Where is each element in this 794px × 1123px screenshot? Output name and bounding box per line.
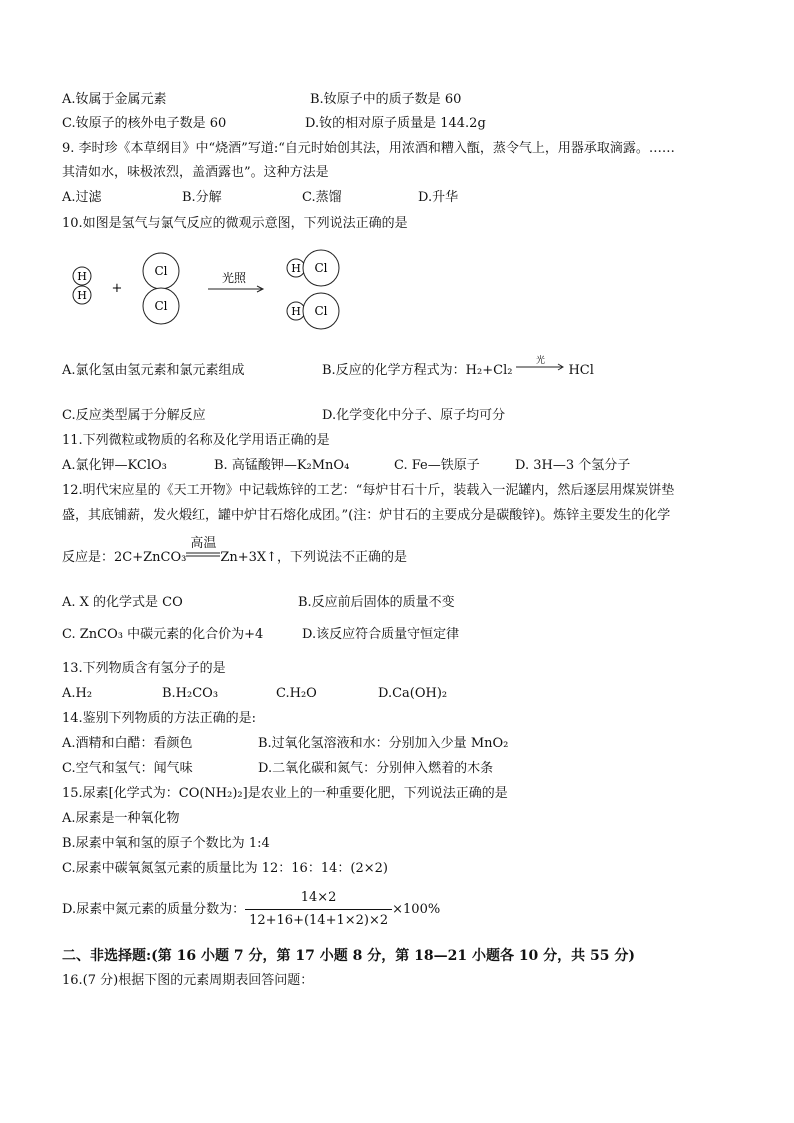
hcl-molecule — [287, 293, 339, 329]
q11-option-a: A.氯化钾—KClO₃ — [62, 458, 167, 473]
q13-option-c: C.H₂O — [276, 686, 317, 701]
q9-stem-line1: 9. 李时珍《本草纲目》中“烧酒”写道:“自元时始创其法，用浓酒和糟入甑，蒸令气上，用器承取滴露。…… — [62, 141, 675, 156]
q10-option-b-equation-right: HCl — [568, 363, 594, 378]
q12-option-c: C. ZnCO₃ 中碳元素的化合价为+4 — [62, 627, 264, 642]
q10-option-b-equation-left: B.反应的化学方程式为：H₂+Cl₂ — [322, 363, 513, 378]
equation-condition: 高温 — [190, 536, 217, 551]
q13-option-b: B.H₂CO₃ — [162, 686, 219, 701]
h-atom-label: H — [77, 270, 87, 283]
q11-option-d: D. 3H—3 个氢分子 — [515, 458, 631, 473]
q13-option-a: A.H₂ — [62, 686, 93, 701]
section-2-title: 二、非选择题:(第 16 小题 7 分，第 17 小题 8 分，第 18—21 小题各 10 分，共 55 分) — [62, 948, 636, 964]
cl-atom-label: Cl — [154, 264, 168, 278]
equation-condition: 光 — [535, 356, 545, 366]
q8-option-a: A.钕属于金属元素 — [62, 92, 167, 107]
q12-equation-line — [62, 536, 408, 567]
q16-stem: 16.(7 分)根据下图的元素周期表回答问题： — [62, 973, 314, 988]
q12-stem-line2: 盛，其底铺薪，发火煅红，罐中炉甘石熔化成团。”(注：炉甘石的主要成分是碳酸锌)。炼锌主要发生的化学 — [62, 508, 671, 523]
q14-option-d: D.二氧化碳和氮气：分别伸入燃着的木条 — [258, 761, 494, 776]
fraction-numerator: 14×2 — [245, 889, 392, 910]
q8-option-b: B.钕原子中的质子数是 60 — [310, 92, 462, 107]
q12-option-b: B.反应前后固体的质量不变 — [298, 595, 455, 610]
q15-option-c: C.尿素中碳氧氮氢元素的质量比为 12：16：14：(2×2) — [62, 861, 388, 876]
fraction-denominator: 12+16+(14+1×2)×2 — [249, 913, 389, 928]
q14-stem: 14.鉴别下列物质的方法正确的是: — [62, 711, 257, 726]
q14-option-a: A.酒精和白醋：看颜色 — [62, 736, 193, 751]
plus-sign: + — [111, 281, 123, 296]
q12-equation-right: Zn+3X↑，下列说法不正确的是 — [220, 550, 408, 565]
q9-option-a: A.过滤 — [62, 190, 102, 205]
q15-option-d — [62, 888, 440, 932]
q13-option-d: D.Ca(OH)₂ — [378, 686, 448, 701]
q8-option-c: C.钕原子的核外电子数是 60 — [62, 116, 227, 131]
q10-option-a: A.氯化氢由氢元素和氯元素组成 — [62, 363, 245, 378]
q15-option-d-label: D.尿素中氮元素的质量分数为： — [62, 902, 246, 917]
cl-atom-label: Cl — [314, 261, 328, 275]
reaction-arrow — [208, 270, 263, 292]
cl-atom-label: Cl — [154, 299, 168, 313]
q15-option-d-suffix: ×100% — [392, 902, 441, 917]
q14-option-b: B.过氧化氢溶液和水：分别加入少量 MnO₂ — [258, 736, 509, 751]
h-atom-label: H — [291, 305, 301, 318]
q15-stem: 15.尿素[化学式为：CO(NH₂)₂]是农业上的一种重要化肥，下列说法正确的是 — [62, 786, 508, 801]
q10-option-c: C.反应类型属于分解反应 — [62, 408, 206, 423]
q12-equation-left: 反应是：2C+ZnCO₃ — [62, 550, 187, 565]
q9-option-d: D.升华 — [418, 190, 459, 205]
q8-option-d: D.钕的相对原子质量是 144.2g — [305, 116, 486, 131]
q12-option-a: A. X 的化学式是 CO — [62, 595, 183, 610]
cl-atom-label: Cl — [314, 304, 328, 318]
q12-stem-line1: 12.明代宋应星的《天工开物》中记载炼锌的工艺：“每炉甘石十斤，装载入一泥罐内，然后逐层用煤炭饼垫 — [62, 483, 675, 498]
chlorine-molecule — [143, 253, 179, 324]
q10-option-b — [322, 356, 594, 380]
q9-stem-line2: 其清如水，味极浓烈，盖酒露也”。这种方法是 — [62, 165, 329, 180]
q15-option-a: A.尿素是一种氧化物 — [62, 811, 180, 826]
mass-fraction — [245, 889, 392, 930]
hydrogen-molecule — [73, 267, 91, 304]
q9-option-c: C.蒸馏 — [302, 190, 342, 205]
q10-option-d: D.化学变化中分子、原子均可分 — [322, 408, 506, 423]
q13-stem: 13.下列物质含有氢分子的是 — [62, 661, 226, 676]
q11-option-b: B. 高锰酸钾—K₂MnO₄ — [214, 458, 350, 473]
h-atom-label: H — [77, 289, 87, 302]
reaction-diagram — [62, 248, 422, 348]
reaction-condition: 光照 — [221, 271, 247, 285]
q11-option-c: C. Fe—铁原子 — [394, 458, 480, 473]
q9-option-b: B.分解 — [182, 190, 222, 205]
q12-option-d: D.该反应符合质量守恒定律 — [302, 627, 460, 642]
hcl-molecule — [287, 250, 339, 286]
q15-option-b: B.尿素中氧和氢的原子个数比为 1:4 — [62, 836, 270, 851]
q14-option-c: C.空气和氢气：闻气味 — [62, 761, 193, 776]
equation-equals-sign — [186, 536, 220, 567]
h-atom-label: H — [291, 262, 301, 275]
q11-stem: 11.下列微粒或物质的名称及化学用语正确的是 — [62, 433, 330, 448]
q10-stem: 10.如图是氢气与氯气反应的微观示意图，下列说法正确的是 — [62, 216, 408, 231]
equation-arrow — [516, 356, 564, 380]
